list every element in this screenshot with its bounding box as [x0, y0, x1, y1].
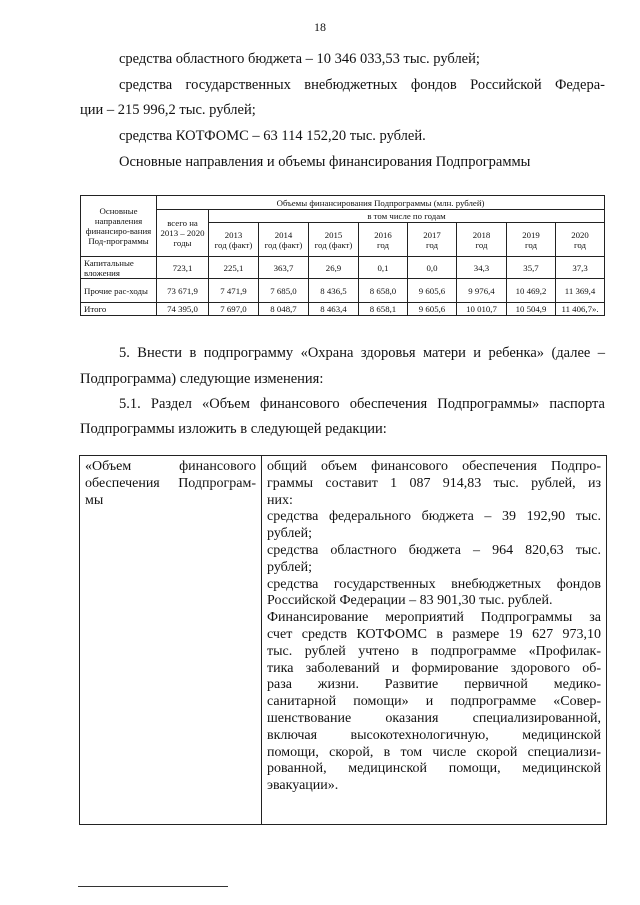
- financing-table: [80, 195, 605, 316]
- cell-text-line: них:: [267, 492, 293, 508]
- table-cell: 8 048,7: [259, 303, 309, 316]
- cell-text-line: тыс. рублей учтено в подпрограмме «Профилак-: [267, 643, 601, 659]
- cell-text-line: счет средств КОТФОМС в размере 19 627 973,10: [267, 626, 601, 642]
- cell-text-line: раза жизни. Развитие первичной медико-: [267, 677, 601, 693]
- table-cell: 37,3: [556, 257, 605, 279]
- table-cell: 34,3: [457, 257, 507, 279]
- table-cell: 26,9: [309, 257, 359, 279]
- row-label: Итого: [81, 303, 157, 316]
- text-line: средства областного бюджета – 10 346 033,53 тыс. рублей;: [119, 51, 480, 67]
- table-cell: 9 976,4: [457, 279, 507, 303]
- passport-right-cell: [262, 456, 607, 825]
- cell-text-line: средства государственных внебюджетных фондов: [267, 576, 601, 592]
- table-cell: 73 671,9: [157, 279, 209, 303]
- table-cell: 11 406,7».: [556, 303, 605, 316]
- table-row: [81, 279, 605, 303]
- text-line: средства государственных внебюджетных фондов Российской Федера-: [119, 77, 605, 93]
- cell-text-line: тика заболеваний и формирование здорового об-: [267, 660, 601, 676]
- table-cell: 11 369,4: [556, 279, 605, 303]
- paragraph-5-line: 5. Внести в подпрограмму «Охрана здоровья матери и ребенка» (далее –: [119, 345, 605, 361]
- table-cell: 35,7: [507, 257, 556, 279]
- footer-rule: [78, 886, 228, 887]
- table-cell: 0,1: [359, 257, 408, 279]
- text-line: средства КОТФОМС – 63 114 152,20 тыс. рублей.: [119, 128, 426, 144]
- header-year: 2017 год: [408, 223, 457, 257]
- table-cell: 9 605,6: [408, 303, 457, 316]
- header-year: 2013 год (факт): [209, 223, 259, 257]
- table-cell: 8 436,5: [309, 279, 359, 303]
- header-directions: Основные направления финансиро-вания Под-программы: [81, 196, 157, 257]
- cell-text-line: обеспечения Подпрограм-: [85, 475, 256, 491]
- table-cell: 8 658,1: [359, 303, 408, 316]
- table-cell: 10 504,9: [507, 303, 556, 316]
- header-year: 2016 год: [359, 223, 408, 257]
- table-caption: Основные направления и объемы финансирования Подпрограммы: [119, 154, 531, 170]
- cell-text-line: «Объем финансового: [85, 459, 256, 474]
- cell-text-line: Российской Федерации – 83 901,30 тыс. рублей.: [267, 593, 553, 609]
- header-year: 2019 год: [507, 223, 556, 257]
- passport-left-cell: [80, 456, 262, 825]
- table-cell: 74 395,0: [157, 303, 209, 316]
- cell-text-line: включая высокотехнологичную, медицинской: [267, 727, 601, 743]
- header-year: 2014 год (факт): [259, 223, 309, 257]
- paragraph-5-1-line: Подпрограммы изложить в следующей редакции:: [80, 421, 387, 437]
- text-line: ции – 215 996,2 тыс. рублей;: [80, 102, 256, 118]
- cell-text-line: средства областного бюджета – 964 820,63 тыс.: [267, 542, 601, 558]
- cell-text-line: помощи, скорой, в том числе скорой специализи-: [267, 744, 601, 760]
- cell-text-line: общий объем финансового обеспечения Подпро-: [267, 459, 601, 474]
- cell-text-line: санитарной помощи» и подпрограмме «Совер-: [267, 694, 601, 710]
- table-cell: 10 469,2: [507, 279, 556, 303]
- row-label: Капитальные вложения: [81, 257, 157, 279]
- table-cell: 9 605,6: [408, 279, 457, 303]
- table-cell: 7 697,0: [209, 303, 259, 316]
- table-cell: 8 658,0: [359, 279, 408, 303]
- header-year: 2020 год: [556, 223, 605, 257]
- table-cell: 363,7: [259, 257, 309, 279]
- cell-text-line: эвакуации».: [267, 778, 339, 794]
- table-cell: 0,0: [408, 257, 457, 279]
- cell-text-line: граммы составит 1 087 914,83 тыс. рублей, из: [267, 475, 601, 491]
- header-total: всего на 2013 – 2020 годы: [157, 210, 209, 257]
- table-cell: 225,1: [209, 257, 259, 279]
- table-row: [81, 257, 605, 279]
- table-cell: 8 463,4: [309, 303, 359, 316]
- table-cell: 723,1: [157, 257, 209, 279]
- cell-text-line: рублей;: [267, 526, 312, 542]
- cell-text-line: средства федерального бюджета – 39 192,90 тыс.: [267, 509, 601, 525]
- table-row: [81, 303, 605, 316]
- row-label: Прочие рас-ходы: [81, 279, 157, 303]
- cell-text-line: рованной, медицинской помощи, медицинской: [267, 761, 601, 777]
- table-cell: 10 010,7: [457, 303, 507, 316]
- cell-text-line: рублей;: [267, 559, 312, 575]
- header-year: 2018 год: [457, 223, 507, 257]
- cell-text-line: мы: [85, 492, 104, 508]
- table-cell: 7 471,9: [209, 279, 259, 303]
- passport-table: [79, 455, 607, 825]
- paragraph-5-line: Подпрограмма) следующие изменения:: [80, 371, 324, 387]
- page-number: 18: [314, 20, 326, 34]
- header-year: 2015 год (факт): [309, 223, 359, 257]
- paragraph-5-1-line: 5.1. Раздел «Объем финансового обеспечения Подпрограммы» паспорта: [119, 396, 605, 412]
- header-by-years: в том числе по годам: [209, 210, 605, 223]
- table-cell: 7 685,0: [259, 279, 309, 303]
- cell-text-line: Финансирование мероприятий Подпрограммы за: [267, 610, 601, 626]
- header-volumes: Объемы финансирования Подпрограммы (млн. рублей): [157, 196, 605, 210]
- cell-text-line: шенствование оказания специализированной,: [267, 710, 601, 726]
